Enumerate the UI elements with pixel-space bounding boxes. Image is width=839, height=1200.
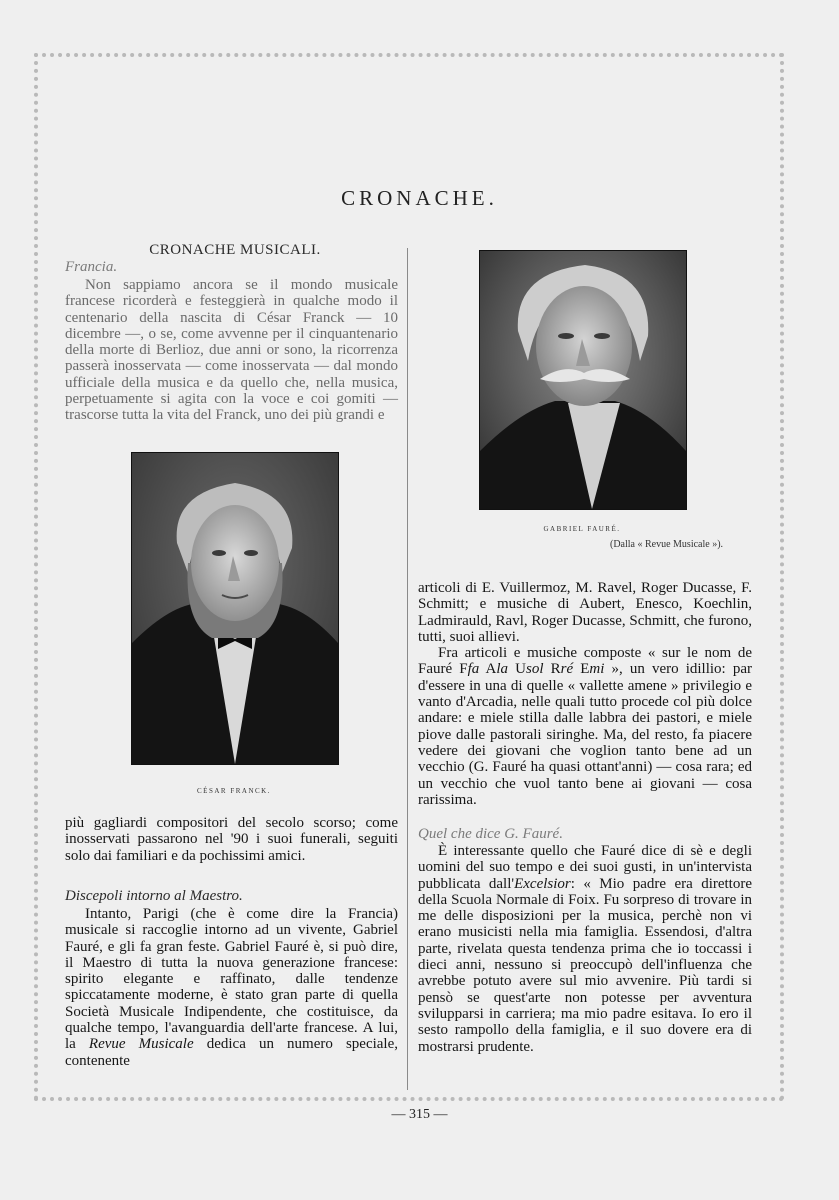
article-paragraph [65,906,398,1069]
page-title: CRONACHE. [341,186,498,210]
portrait-cesar-franck [131,452,339,765]
section-heading: CRONACHE MUSICALI. [149,242,321,258]
text-run: Fra articoli e musiche composte « sur le nom de Fauré F [418,645,752,678]
page-number: — 315 — [391,1107,448,1122]
portrait-gabriel-faure [479,250,687,510]
text-run: », un vero idillio: par d'essere in una di quelle « vallette amene » privilegio e vanto d'Arcadia, nelle quali tutto procede col più dolce andare: e miele stilla dalle labbra dei pastori, e miele piove dalle pastorali siringhe. Ma, del resto, fa piacere vedere dei giovani che voglion tanto bene ad un vecchio (G. Fauré ha quasi ottant'anni) — cosa rara; ed un vecchio che vuol tanto bene ai giovani — cosa rarissima. [418,661,752,808]
paragraph-text [418,843,752,1055]
paragraph-text [65,906,398,1069]
journal-title: Revue Musicale [88,1036,194,1053]
text-run: A [479,661,497,678]
note-syllable: ré [560,661,574,678]
paragraph-text [418,645,752,808]
newspaper-title: Excelsior [514,875,571,892]
note-syllable: fa [467,661,480,678]
article-paragraph [418,580,752,808]
article-paragraph [65,277,398,424]
text-run: U [508,661,526,678]
portrait-caption: GABRIEL FAURÉ. [543,525,621,533]
column-divider [407,248,408,1090]
article-paragraph [418,843,752,1055]
text-run: dedica un numero speciale, contenente [65,1036,399,1069]
portrait-image [132,453,338,764]
subhead-quel-che-dice: Quel che dice G. Fauré. [418,826,563,842]
article-paragraph [65,815,398,864]
portrait-image [480,251,686,509]
subhead-discepoli: Discepoli intorno al Maestro. [65,888,243,904]
note-syllable: sol [526,661,544,678]
text-run: R [543,661,561,678]
paragraph-text: più gagliardi compositori del secolo scorso; come inosservati passarono nel '90 i suoi funerali, seguiti solo dai familiari e da pochissimi amici. [65,815,398,864]
note-syllable: mi [589,661,605,678]
paragraph-text: Non sappiamo ancora se il mondo musicale francese ricorderà e festeggierà in qualche modo il centenario della nascita di César Franck — 10 dicembre —, o se, come avvenne per il cinquantenario della morte di Berlioz, due anni or sono, la ricorrenza passerà inosservata — come inosservata — dal mondo ufficiale della musica e da quello che, nella musica, perpetuamente si agita con la voce e coi gomiti — trascorse tutta la vita del Franck, uno dei più grandi e [65,277,398,424]
portrait-caption: CÉSAR FRANCK. [197,787,271,795]
text-run: : « Mio padre era direttore della Scuola Normale di Foix. Fu sorpreso di trovare in me delle disposizioni per la musica, perchè non vi erano musicisti nella mia famiglia. Essendosi, d'altra parte, rivelata questa tendenza prima che io toccassi i dieci anni, nessuno si preoccupò dell'influenza che avrebbe potuto avere sul mio avvenire. Più tardi si pensò se quest'arte non potesse per avventura svilupparsi in carriera; ma mio padre esitava. Io ero il sesto rampollo della famiglia, e il suo dovere era di mostrarsi prudente. [418,875,753,1055]
text-run: È interessante quello che Fauré dice di sè e degli uomini del suo tempo e dei suoi gusti, in un'intervista pubblicata dall' [418,843,752,892]
portrait-source: (Dalla « Revue Musicale »). [610,539,724,550]
subhead-francia: Francia. [65,259,118,275]
paragraph-text: articoli di E. Vuillermoz, M. Ravel, Roger Ducasse, F. Schmitt; e musiche di Aubert, Enesco, Koechlin, Ladmirauld, Ravl, Roger Ducasse, Schmitt, che furono, tutti, suoi allievi. [418,580,752,645]
text-run: E [573,661,590,678]
note-syllable: la [496,661,509,678]
text-run: Intanto, Parigi (che è come dire la Francia) musicale si raccoglie intorno ad un vivente, Gabriel Fauré, e gli fa gran feste. Gabriel Fauré è, si può dire, il Maestro di tutta la nuova generazione francese: spirito elegante e raffinato, dalle tendenze spiccatamente moderne, è stato gran parte di quella Società Musicale Indipendente, che costituisce, da qualche tempo, l'avanguardia dell'arte francese. A lui, la [65,906,398,1053]
